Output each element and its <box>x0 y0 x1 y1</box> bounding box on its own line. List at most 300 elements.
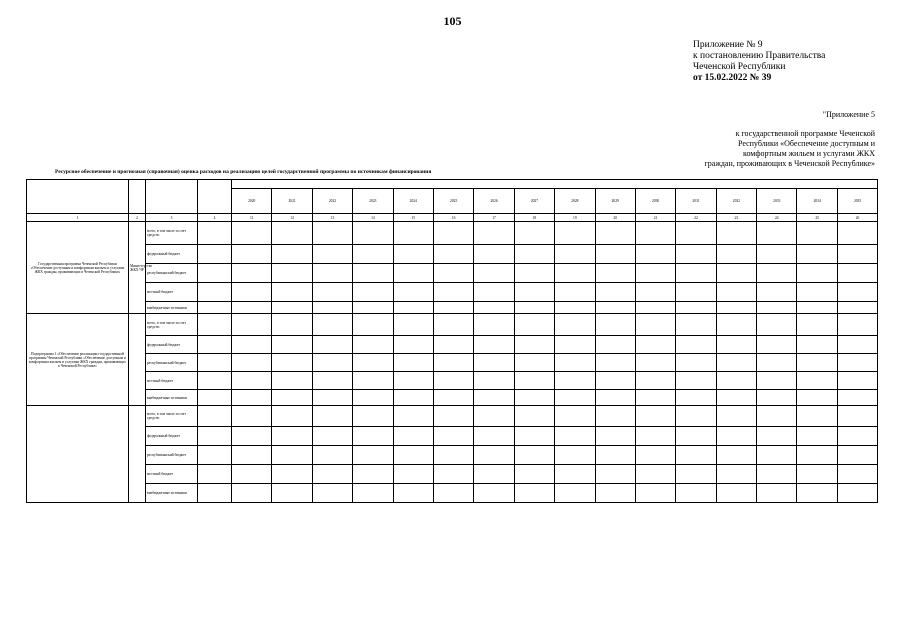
year-value <box>757 446 797 465</box>
column-number: 26 <box>837 214 877 222</box>
year-value <box>393 336 433 354</box>
year-value <box>232 446 272 465</box>
program-reference-line: граждан, проживающих в Чеченской Республике» <box>704 159 875 168</box>
total-value <box>198 427 232 446</box>
year-value <box>716 484 756 503</box>
funding-source: местный бюджет <box>146 465 198 484</box>
year-value <box>555 314 595 336</box>
year-heading: 2025 <box>433 189 473 214</box>
year-value <box>716 465 756 484</box>
year-value <box>433 222 473 245</box>
appendix-line: от 15.02.2022 № 39 <box>693 73 772 83</box>
year-value <box>232 372 272 390</box>
column-number: 14 <box>353 214 393 222</box>
year-value <box>757 222 797 245</box>
table-row <box>27 314 878 336</box>
total-value <box>198 314 232 336</box>
total-value <box>198 406 232 427</box>
year-value <box>272 372 312 390</box>
year-value <box>595 245 635 264</box>
year-value <box>353 465 393 484</box>
year-value <box>837 427 877 446</box>
year-heading: 2022 <box>312 189 352 214</box>
year-value <box>433 336 473 354</box>
year-value <box>312 427 352 446</box>
table-row <box>27 372 878 390</box>
year-value <box>353 283 393 302</box>
year-value <box>433 302 473 314</box>
year-value <box>312 245 352 264</box>
year-value <box>353 446 393 465</box>
year-value <box>433 354 473 372</box>
table-row <box>27 302 878 314</box>
year-value <box>797 446 837 465</box>
year-value <box>837 336 877 354</box>
year-value <box>797 484 837 503</box>
table-row <box>27 390 878 406</box>
year-value <box>837 245 877 264</box>
year-value <box>514 245 554 264</box>
year-value <box>797 222 837 245</box>
column-number: 12 <box>272 214 312 222</box>
year-value <box>757 245 797 264</box>
year-value <box>393 264 433 283</box>
column-number: 25 <box>797 214 837 222</box>
year-value <box>716 222 756 245</box>
total-value <box>198 283 232 302</box>
year-value <box>393 446 433 465</box>
total-value <box>198 372 232 390</box>
year-value <box>797 264 837 283</box>
section-executor <box>129 314 146 406</box>
year-value <box>595 406 635 427</box>
year-value <box>757 406 797 427</box>
year-value <box>514 302 554 314</box>
year-value <box>312 302 352 314</box>
year-value <box>797 372 837 390</box>
year-value <box>312 372 352 390</box>
year-value <box>474 354 514 372</box>
year-value <box>312 354 352 372</box>
year-value <box>757 484 797 503</box>
year-value <box>393 354 433 372</box>
year-value <box>635 390 675 406</box>
funding-source: всего, в том числе за счет средств: <box>146 314 198 336</box>
column-number: 15 <box>393 214 433 222</box>
program-reference-line: к государственной программе Чеченской <box>735 129 875 138</box>
year-value <box>676 372 716 390</box>
year-value <box>474 446 514 465</box>
year-value <box>716 390 756 406</box>
year-value <box>555 302 595 314</box>
year-value <box>272 245 312 264</box>
year-value <box>676 354 716 372</box>
year-value <box>353 427 393 446</box>
year-value <box>716 427 756 446</box>
section-name: Подпрограмма 1 «Обеспечение реализации государственной программы Чеченской Республики «Обеспечение доступным и комфортным жильем и услугами ЖКХ граждан, проживающих в Чеченской Республике» <box>27 314 129 406</box>
year-value <box>353 484 393 503</box>
year-value <box>272 390 312 406</box>
year-value <box>393 314 433 336</box>
year-value <box>676 264 716 283</box>
year-value <box>555 354 595 372</box>
appendix-header <box>693 40 893 84</box>
year-value <box>676 390 716 406</box>
year-value <box>595 446 635 465</box>
year-value <box>595 427 635 446</box>
year-value <box>393 222 433 245</box>
column-number: 20 <box>595 214 635 222</box>
year-value <box>716 283 756 302</box>
year-value <box>635 314 675 336</box>
year-value <box>474 245 514 264</box>
total-value <box>198 390 232 406</box>
year-value <box>232 264 272 283</box>
year-value <box>595 222 635 245</box>
year-value <box>312 264 352 283</box>
appendix-line: Чеченской Республики <box>693 62 786 72</box>
year-value <box>353 372 393 390</box>
year-value <box>232 336 272 354</box>
year-value <box>595 465 635 484</box>
year-value <box>272 465 312 484</box>
year-value <box>716 302 756 314</box>
year-value <box>514 390 554 406</box>
section-name: Государственная программа Чеченской Республики «Обеспечение доступным и комфортным жильем и услугами ЖКХ граждан, проживающих в Чеченской Республике» <box>27 222 129 314</box>
year-value <box>555 484 595 503</box>
program-reference <box>645 110 875 169</box>
year-heading: 2024 <box>393 189 433 214</box>
total-value <box>198 465 232 484</box>
column-number: 21 <box>635 214 675 222</box>
year-value <box>716 372 756 390</box>
year-value <box>837 283 877 302</box>
year-value <box>474 283 514 302</box>
year-heading: 2029 <box>595 189 635 214</box>
column-number: 13 <box>312 214 352 222</box>
year-value <box>393 372 433 390</box>
year-heading: 2026 <box>474 189 514 214</box>
year-value <box>514 283 554 302</box>
table-row <box>27 336 878 354</box>
year-value <box>797 390 837 406</box>
total-value <box>198 222 232 245</box>
year-value <box>433 283 473 302</box>
year-value <box>232 427 272 446</box>
table-row <box>27 222 878 245</box>
column-number: 11 <box>232 214 272 222</box>
year-value <box>272 427 312 446</box>
year-value <box>676 222 716 245</box>
table-row <box>27 446 878 465</box>
year-value <box>757 390 797 406</box>
year-value <box>837 372 877 390</box>
year-heading: 2030 <box>635 189 675 214</box>
year-value <box>393 245 433 264</box>
year-value <box>676 406 716 427</box>
year-value <box>595 283 635 302</box>
table-row <box>27 427 878 446</box>
year-value <box>232 302 272 314</box>
year-value <box>514 372 554 390</box>
year-value <box>272 302 312 314</box>
finance-table <box>26 179 878 503</box>
year-value <box>635 465 675 484</box>
year-value <box>635 264 675 283</box>
year-value <box>635 336 675 354</box>
year-value <box>595 264 635 283</box>
year-value <box>716 264 756 283</box>
year-value <box>716 406 756 427</box>
year-value <box>393 302 433 314</box>
year-value <box>474 264 514 283</box>
funding-source: всего, в том числе за счет средств: <box>146 222 198 245</box>
year-value <box>474 314 514 336</box>
column-heading-cell <box>198 180 232 214</box>
year-value <box>514 314 554 336</box>
column-number: 1 <box>27 214 129 222</box>
year-value <box>393 427 433 446</box>
year-value <box>433 446 473 465</box>
year-value <box>353 314 393 336</box>
program-reference-line: "Приложение 5 <box>822 110 875 119</box>
year-value <box>312 336 352 354</box>
year-value <box>353 264 393 283</box>
column-number: 4 <box>198 214 232 222</box>
year-value <box>595 484 635 503</box>
year-value <box>272 446 312 465</box>
total-value <box>198 302 232 314</box>
year-value <box>272 314 312 336</box>
funding-source: республиканский бюджет <box>146 446 198 465</box>
year-heading: 2035 <box>837 189 877 214</box>
year-value <box>676 427 716 446</box>
year-value <box>797 336 837 354</box>
year-value <box>433 406 473 427</box>
funding-source: республиканский бюджет <box>146 264 198 283</box>
year-value <box>797 427 837 446</box>
year-value <box>272 354 312 372</box>
funding-source: местный бюджет <box>146 372 198 390</box>
year-value <box>353 245 393 264</box>
appendix-line: к постановлению Правительства <box>693 51 826 61</box>
table-row <box>27 264 878 283</box>
year-value <box>474 484 514 503</box>
year-value <box>676 446 716 465</box>
column-number: 19 <box>555 214 595 222</box>
year-value <box>635 245 675 264</box>
total-value <box>198 354 232 372</box>
column-number: 24 <box>757 214 797 222</box>
year-value <box>474 222 514 245</box>
year-value <box>797 283 837 302</box>
year-value <box>635 302 675 314</box>
year-value <box>555 465 595 484</box>
year-value <box>232 245 272 264</box>
year-value <box>555 222 595 245</box>
column-heading-cell <box>129 180 146 214</box>
year-value <box>757 465 797 484</box>
column-heading-cell <box>27 180 129 214</box>
year-value <box>757 336 797 354</box>
year-value <box>232 354 272 372</box>
section-executor: Министерство ЖКХ ЧР <box>129 222 146 314</box>
year-value <box>232 390 272 406</box>
funding-source: внебюджетные источники <box>146 484 198 503</box>
column-number: 22 <box>676 214 716 222</box>
year-value <box>837 484 877 503</box>
year-value <box>433 484 473 503</box>
year-value <box>433 245 473 264</box>
year-value <box>272 484 312 503</box>
year-value <box>635 406 675 427</box>
section-name <box>27 406 129 503</box>
year-value <box>635 372 675 390</box>
program-reference-line: комфортным жильем и услугами ЖКХ <box>742 149 875 158</box>
year-heading: 2028 <box>555 189 595 214</box>
year-value <box>797 245 837 264</box>
year-value <box>232 314 272 336</box>
year-value <box>635 484 675 503</box>
year-value <box>272 283 312 302</box>
year-value <box>474 390 514 406</box>
year-value <box>797 314 837 336</box>
year-value <box>635 283 675 302</box>
year-value <box>757 283 797 302</box>
year-value <box>312 390 352 406</box>
year-value <box>514 264 554 283</box>
total-value <box>198 484 232 503</box>
year-value <box>312 314 352 336</box>
year-value <box>474 406 514 427</box>
program-reference-line: Республики «Обеспечение доступным и <box>738 139 875 148</box>
year-heading: 2032 <box>716 189 756 214</box>
year-value <box>555 446 595 465</box>
year-heading: 2033 <box>757 189 797 214</box>
year-value <box>393 465 433 484</box>
year-value <box>353 222 393 245</box>
year-value <box>757 427 797 446</box>
year-value <box>232 484 272 503</box>
column-number: 16 <box>433 214 473 222</box>
year-value <box>433 465 473 484</box>
funding-source: всего, в том числе за счет средств: <box>146 406 198 427</box>
year-value <box>353 390 393 406</box>
year-value <box>757 264 797 283</box>
table-row <box>27 245 878 264</box>
year-value <box>555 264 595 283</box>
year-value <box>312 465 352 484</box>
year-value <box>514 484 554 503</box>
table-row <box>27 484 878 503</box>
year-value <box>232 465 272 484</box>
funding-years-heading-cell <box>232 180 878 189</box>
funding-source: внебюджетные источники <box>146 302 198 314</box>
year-value <box>716 354 756 372</box>
year-value <box>797 406 837 427</box>
year-value <box>474 336 514 354</box>
year-value <box>716 336 756 354</box>
year-value <box>635 222 675 245</box>
table-row <box>27 465 878 484</box>
year-value <box>555 336 595 354</box>
year-value <box>433 372 473 390</box>
column-number: 17 <box>474 214 514 222</box>
year-value <box>232 222 272 245</box>
year-value <box>635 427 675 446</box>
year-value <box>312 406 352 427</box>
year-value <box>797 354 837 372</box>
year-value <box>353 354 393 372</box>
year-value <box>837 264 877 283</box>
year-value <box>514 427 554 446</box>
year-value <box>272 264 312 283</box>
year-value <box>433 390 473 406</box>
year-value <box>312 222 352 245</box>
year-value <box>353 302 393 314</box>
year-value <box>595 336 635 354</box>
year-value <box>635 354 675 372</box>
year-heading: 2023 <box>353 189 393 214</box>
year-value <box>555 390 595 406</box>
total-value <box>198 264 232 283</box>
section-executor <box>129 406 146 503</box>
year-value <box>474 427 514 446</box>
year-value <box>555 372 595 390</box>
column-number: 3 <box>146 214 198 222</box>
appendix-line: Приложение № 9 <box>693 40 763 50</box>
year-value <box>635 446 675 465</box>
year-heading: 2020 <box>232 189 272 214</box>
year-value <box>272 336 312 354</box>
year-value <box>555 427 595 446</box>
year-value <box>595 372 635 390</box>
year-value <box>676 245 716 264</box>
year-value <box>312 484 352 503</box>
year-value <box>514 465 554 484</box>
year-value <box>393 390 433 406</box>
year-value <box>595 390 635 406</box>
year-value <box>555 406 595 427</box>
page-number: 105 <box>443 14 462 28</box>
year-value <box>393 484 433 503</box>
year-value <box>595 314 635 336</box>
year-heading: 2034 <box>797 189 837 214</box>
total-value <box>198 245 232 264</box>
funding-source: федеральный бюджет <box>146 427 198 446</box>
year-value <box>757 314 797 336</box>
year-value <box>514 336 554 354</box>
year-value <box>393 406 433 427</box>
year-value <box>272 222 312 245</box>
year-value <box>837 354 877 372</box>
year-value <box>393 283 433 302</box>
year-heading: 2027 <box>514 189 554 214</box>
year-value <box>676 302 716 314</box>
year-value <box>716 245 756 264</box>
year-heading: 2031 <box>676 189 716 214</box>
year-value <box>312 446 352 465</box>
year-value <box>797 465 837 484</box>
year-value <box>837 390 877 406</box>
year-value <box>595 354 635 372</box>
column-number: 18 <box>514 214 554 222</box>
year-value <box>837 465 877 484</box>
year-value <box>474 302 514 314</box>
year-value <box>716 446 756 465</box>
year-value <box>676 336 716 354</box>
funding-source: внебюджетные источники <box>146 390 198 406</box>
